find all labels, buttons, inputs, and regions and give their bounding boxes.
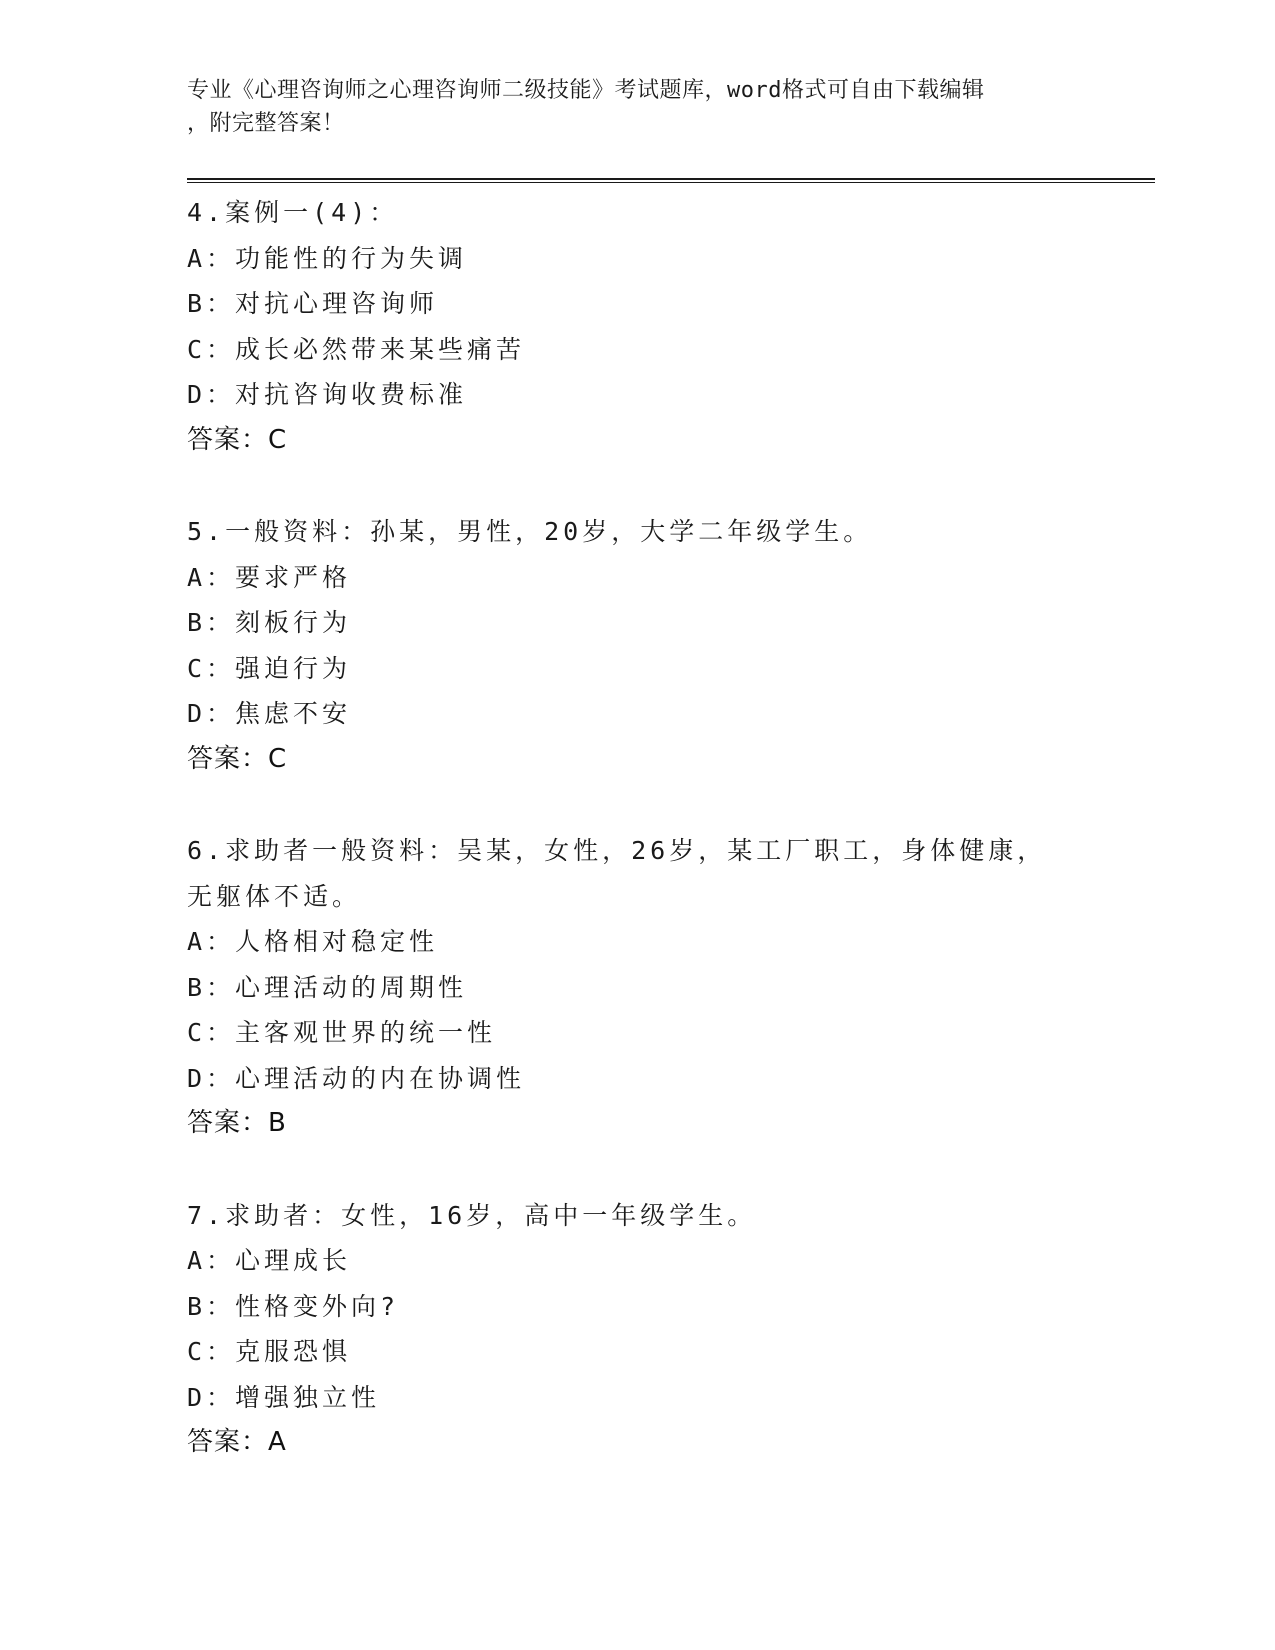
question-item bbox=[187, 509, 1087, 782]
option-a: A：要求严格 bbox=[187, 562, 352, 592]
question-stem: 4.案例一(4)： bbox=[187, 198, 399, 227]
option-a: A：人格相对稳定性 bbox=[187, 927, 439, 956]
option-c: C：成长必然带来某些痛苦 bbox=[187, 334, 526, 364]
header-line-2: ，附完整答案！ bbox=[187, 111, 345, 136]
option-d: D：对抗咨询收费标准 bbox=[187, 380, 468, 409]
answer-line: 答案：A bbox=[187, 1427, 287, 1457]
option-d: D：心理活动的内在协调性 bbox=[187, 1063, 526, 1093]
option-c: C：主客观世界的统一性 bbox=[187, 1018, 497, 1047]
document-header bbox=[187, 74, 1067, 140]
question-item bbox=[187, 190, 1087, 463]
option-d: D：焦虑不安 bbox=[187, 699, 352, 728]
option-c: C：强迫行为 bbox=[187, 653, 352, 683]
question-stem: 6.求助者一般资料：吴某，女性，26岁，某工厂职工，身体健康，无躯体不适。 bbox=[187, 836, 1047, 911]
answer-line: 答案：C bbox=[187, 424, 288, 455]
question-item bbox=[187, 1193, 1087, 1466]
option-b: B：心理活动的周期性 bbox=[187, 972, 468, 1002]
question-stem: 5.一般资料：孙某，男性，20岁，大学二年级学生。 bbox=[187, 517, 873, 546]
question-stem: 7.求助者：女性，16岁，高中一年级学生。 bbox=[187, 1200, 757, 1230]
question-list bbox=[187, 190, 1087, 1512]
option-b: B：性格变外向? bbox=[187, 1291, 400, 1321]
header-divider bbox=[187, 178, 1155, 180]
option-a: A：功能性的行为失调 bbox=[187, 243, 468, 273]
answer-line: 答案：C bbox=[187, 743, 288, 774]
question-item bbox=[187, 828, 1087, 1147]
option-a: A：心理成长 bbox=[187, 1246, 352, 1275]
header-divider-thin bbox=[187, 182, 1155, 183]
option-c: C：克服恐惧 bbox=[187, 1337, 352, 1366]
option-b: B：刻板行为 bbox=[187, 608, 352, 637]
header-line-1: 专业《心理咨询师之心理咨询师二级技能》考试题库，word格式可自由下载编辑 bbox=[187, 78, 985, 103]
option-b: B：对抗心理咨询师 bbox=[187, 289, 439, 318]
answer-line: 答案：B bbox=[187, 1108, 287, 1138]
option-d: D：增强独立性 bbox=[187, 1382, 381, 1412]
